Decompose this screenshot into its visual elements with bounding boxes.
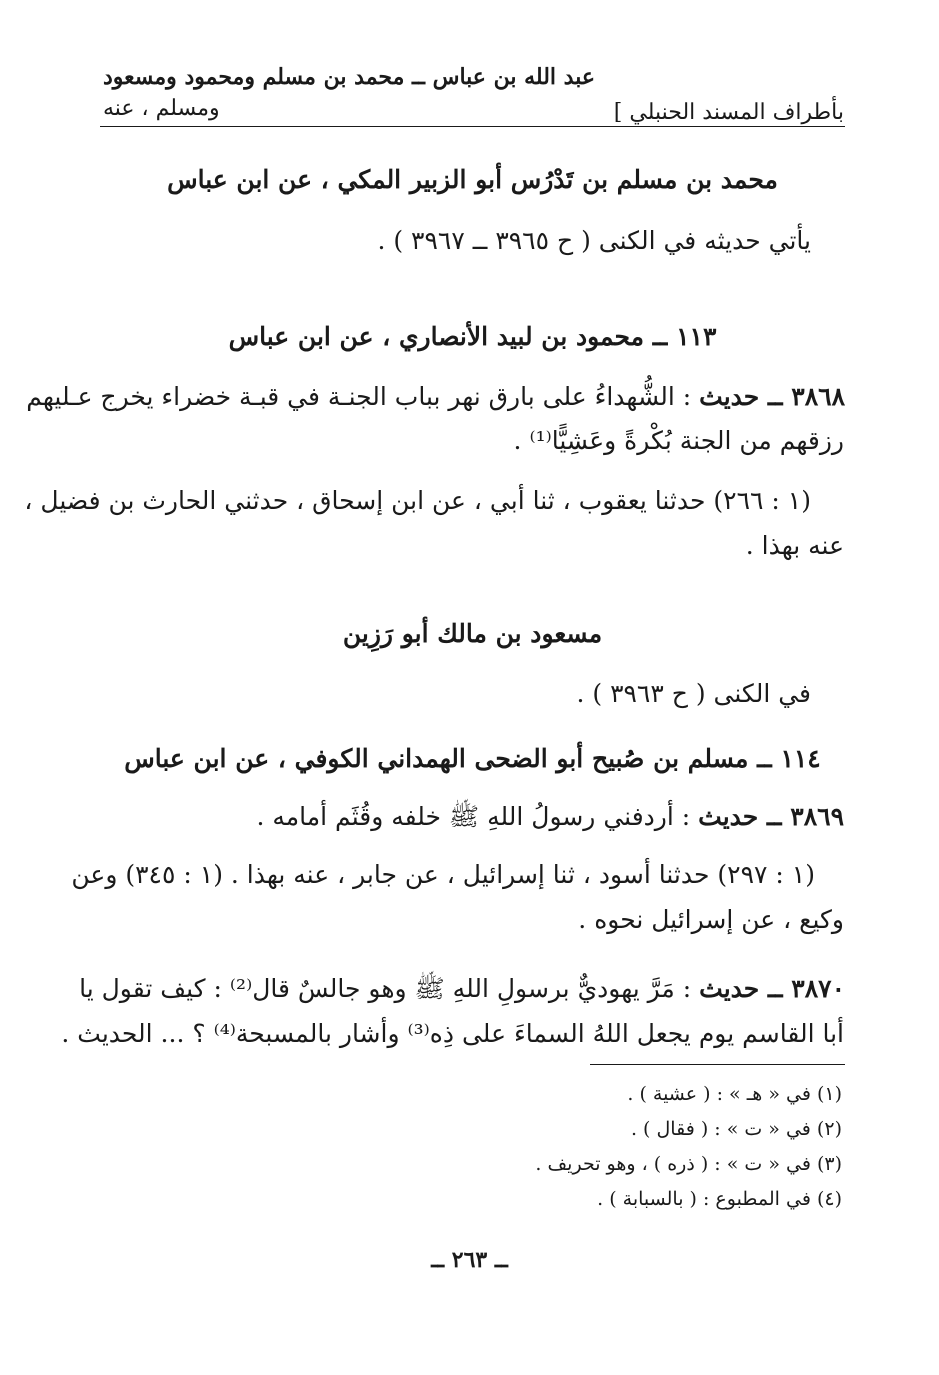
hadith-line: رزقهم من الجنة بُكْرةً وعَشِيًّا⁽¹⁾ . (513, 426, 844, 455)
footnote: (٤) في المطبوع : ( بالسبابة ) . (597, 1188, 842, 1210)
isnad-line: وكيع ، عن إسرائيل نحوه . (578, 905, 844, 934)
hadith-number: ٣٨٧٠ ــ حديث (699, 974, 845, 1003)
hadith-text: : أردفني رسولُ اللهِ ﷺ خلفه وقُثَم أمامه . (256, 802, 691, 831)
hadith-number: ٣٨٦٨ ــ حديث (699, 382, 845, 411)
header-rule (100, 126, 845, 127)
hadith-line: أبا القاسم يوم يجعل اللهُ السماءَ على ذِه⁽³⁾ وأشار بالمسبحة⁽⁴⁾ ؟ ... الحديث . (61, 1019, 844, 1048)
isnad-line: (١ : ٢٦٦) حدثنا يعقوب ، ثنا أبي ، عن ابن إسحاق ، حدثني الحارث بن فضيل ، (24, 486, 811, 515)
footnote-rule (590, 1064, 845, 1065)
hadith-number: ٣٨٦٩ ــ حديث (698, 802, 844, 831)
hadith-text: : الشُّهداءُ على بارق نهر بباب الجنـة في قبـة خضراء يخرج عـليهم (26, 382, 692, 411)
footnote: (١) في « هـ » : ( عشية ) . (627, 1083, 842, 1105)
running-head-left-line1: عبد الله بن عباس ــ محمد بن مسلم ومحمود ومسعود (103, 64, 595, 90)
running-head-left-line2: ومسلم ، عنه (103, 96, 220, 121)
hadith-line (256, 801, 844, 838)
hadith-line (79, 973, 845, 1010)
section-title: ١١٣ ــ محمود بن لبيد الأنصاري ، عن ابن عباس (228, 322, 717, 351)
section-title: محمد بن مسلم بن تَدْرُس أبو الزبير المكي ، عن ابن عباس (167, 165, 778, 194)
isnad-line: عنه بهذا . (745, 531, 844, 560)
cross-reference: في الكنى ( ح ٣٩٦٣ ) . (576, 679, 811, 708)
hadith-text: : مَرَّ يهوديٌّ برسولِ اللهِ ﷺ وهو جالسٌ قال⁽²⁾ : كيف تقول يا (79, 974, 692, 1003)
running-head-right: بأطراف المسند الحنبلي ] (613, 100, 844, 125)
hadith-line (26, 382, 845, 411)
page-number: ــ ٢٦٣ ــ (431, 1247, 508, 1273)
section-title: مسعود بن مالك أبو رَزِين (342, 619, 603, 648)
footnote: (٣) في « ت » : ( ذره ) ، وهو تحريف . (535, 1153, 842, 1175)
footnote: (٢) في « ت » : ( فقال ) . (630, 1118, 842, 1140)
section-title: ١١٤ ــ مسلم بن صُبيح أبو الضحى الهمداني الكوفي ، عن ابن عباس (124, 744, 821, 773)
isnad-line: (١ : ٢٩٧) حدثنا أسود ، ثنا إسرائيل ، عن جابر ، عنه بهذا . (١ : ٣٤٥) وعن (71, 860, 815, 889)
cross-reference: يأتي حديثه في الكنى ( ح ٣٩٦٥ ــ ٣٩٦٧ ) . (377, 226, 811, 255)
